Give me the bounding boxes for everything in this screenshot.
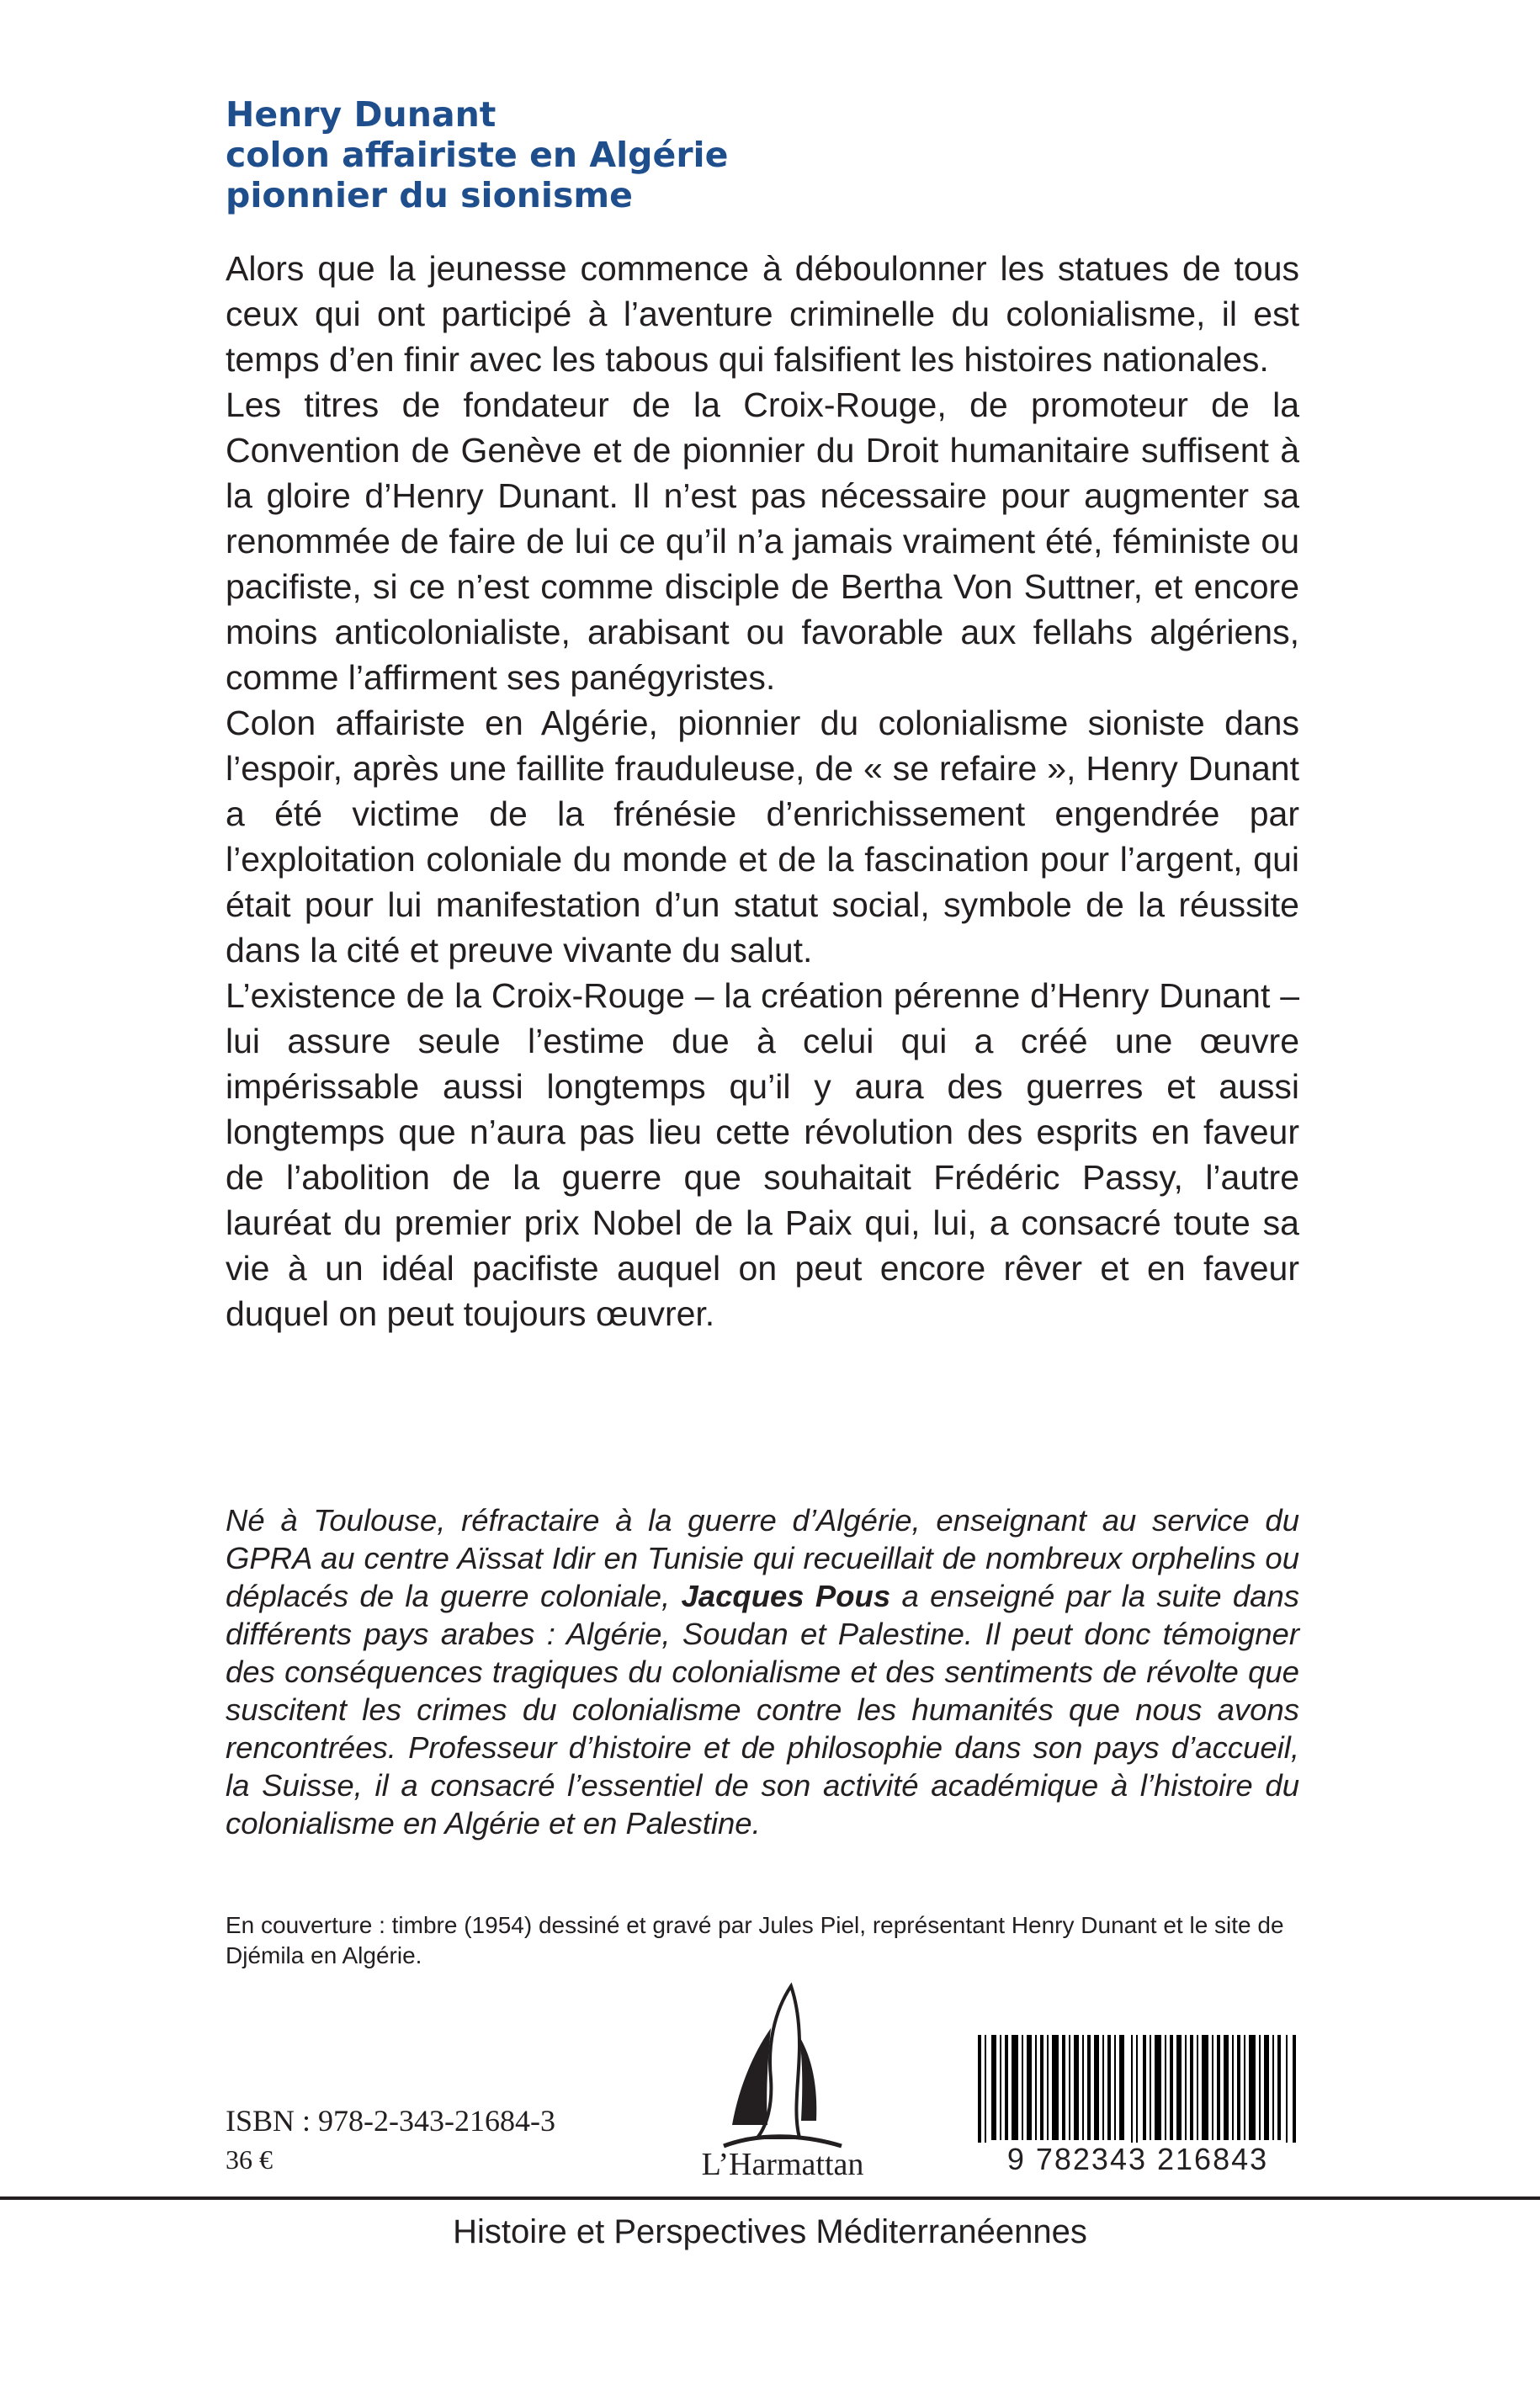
barcode-digits: 9 782343 216843 [976,2143,1299,2176]
publisher-name: L’Harmattan [701,2147,864,2182]
title-line-1: Henry Dunant [226,94,497,135]
blurb-paragraph-2: Les titres de fondateur de la Croix-Rouge, de promoteur de la Convention de Genève et de pionnier du Droit humanitaire suffisent à la gloire d’Henry Dunant. Il n’est pas nécessaire pour augmenter sa renommée de faire de lui ce qu’il n’a jamais vraiment été, féministe ou pacifiste, si ce n’est comme disciple de Bertha Von Suttner, et encore moins anticolonialiste, arabisant ou favorable aux fellahs algériens, comme l’affirment ses panégyristes. [226,385,1299,697]
author-bio [226,1501,1299,1842]
title-line-2: colon affairiste en Algérie [226,135,729,175]
author-bio-rest: a enseigné par la suite dans différents pays arabes : Algérie, Soudan et Palestine. Il peut donc témoigner des conséquences tragiques du colonialisme et des sentiments de révolte que suscitent les crimes du colonialisme contre les humanités que nous avons rencontrées. Professeur d’histoire et de philosophie dans son pays d’accueil, la Suisse, il a consacré l’essentiel de son activité académique à l’histoire du colonialisme en Algérie et en Palestine. [226,1579,1300,1841]
isbn: ISBN : 978-2-343-21684-3 [226,2104,555,2138]
price: 36 € [226,2144,273,2175]
blurb-paragraph-1: Alors que la jeunesse commence à déboulonner les statues de tous ceux qui ont participé à l’aventure criminelle du colonialisme, il est temps d’en finir avec les tabous qui falsifient les histoires nationales. [226,249,1299,379]
author-bio-intro: Né à Toulouse, réfractaire à la guerre d’Algérie, enseignant au service du GPRA au centre Aïssat Idir en Tunisie qui recueillait de nombreux orphelins ou déplacés de la guerre coloniale, [226,1503,1299,1613]
blurb-paragraph-4: L’existence de la Croix-Rouge – la création pérenne d’Henry Dunant – lui assure seule l’estime due à celui qui a créé une œuvre impérissable aussi longtemps qu’il y aura des guerres et aussi longtemps que n’aura pas lieu cette révolution des esprits en faveur de l’abolition de la guerre que souhaitait Frédéric Passy, l’autre lauréat du premier prix Nobel de la Paix qui, lui, a consacré toute sa vie à un idéal pacifiste auquel on peut encore rêver et en faveur duquel on peut toujours œuvrer. [226,976,1299,1333]
author-name: Jacques Pous [681,1579,891,1613]
blurb [226,246,1299,1336]
title-line-3: pionnier du sionisme [226,175,633,215]
series-name: Histoire et Perspectives Méditerranéennes [453,2213,1087,2250]
blurb-paragraph-3: Colon affairiste en Algérie, pionnier du colonialisme sioniste dans l’espoir, après une faillite frauduleuse, de « se refaire », Henry Dunant a été victime de la frénésie d’enrichissement engendrée par l’exploitation coloniale du monde et de la fascination pour l’argent, qui était pour lui manifestation d’un statut social, symbole de la réussite dans la cité et preuve vivante du salut. [226,704,1299,969]
divider [0,2196,1540,2200]
cover-credit: En couverture : timbre (1954) dessiné et gravé par Jules Piel, représentant Henry Dunant et le site de Djémila en Algérie. [226,1912,1284,1968]
book-title [226,94,728,215]
